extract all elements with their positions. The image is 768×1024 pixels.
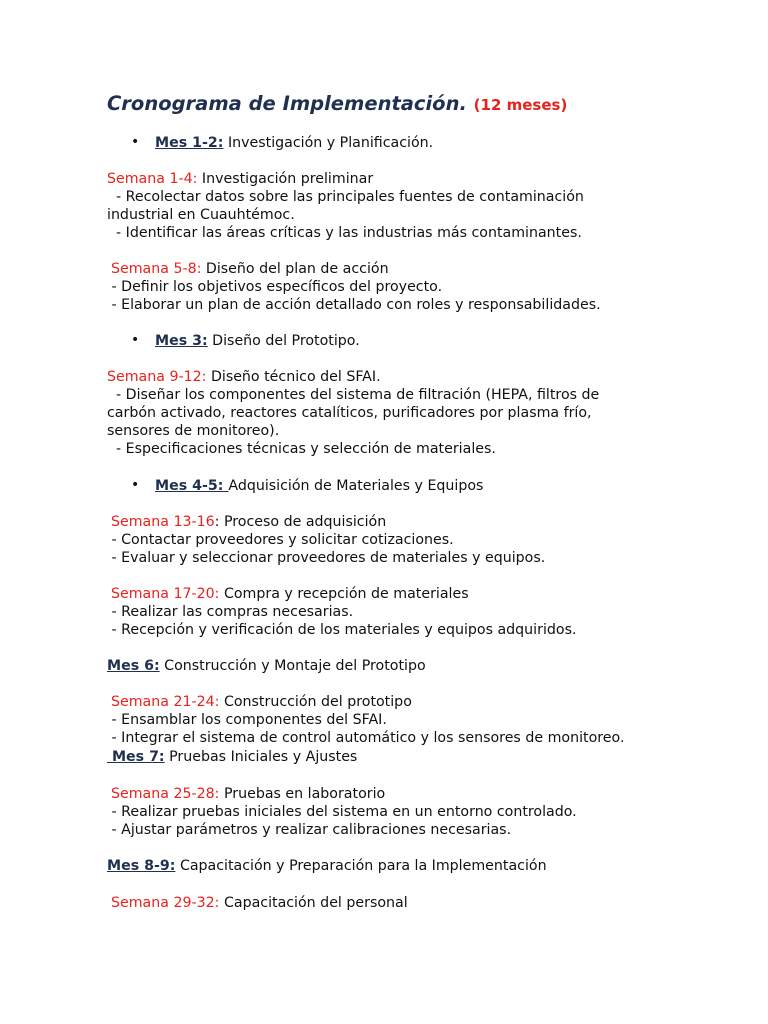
month-heading-7 xyxy=(107,748,357,766)
week-label: Semana 29-32: xyxy=(111,895,220,911)
title-duration: (12 meses) xyxy=(473,96,568,114)
task-line: - Ajustar parámetros y realizar calibraciones necesarias. xyxy=(107,822,512,838)
week-text: Diseño del plan de acción xyxy=(201,261,389,277)
task-line: - Realizar las compras necesarias. xyxy=(107,604,354,620)
week-heading-5-8 xyxy=(111,260,389,278)
week-heading-17-20 xyxy=(111,585,469,603)
month-text: Adquisición de Materiales y Equipos xyxy=(228,478,484,494)
week-text: Diseño técnico del SFAI. xyxy=(206,369,381,385)
month-text: Construcción y Montaje del Prototipo xyxy=(159,658,426,674)
week-text: Pruebas en laboratorio xyxy=(219,786,386,802)
month-label: Mes 8-9: xyxy=(107,858,176,874)
document-title xyxy=(107,92,567,117)
bullet-icon: • xyxy=(131,477,140,493)
task-line: - Contactar proveedores y solicitar cotizaciones. xyxy=(107,532,454,548)
task-line: - Ensamblar los componentes del SFAI. xyxy=(107,712,387,728)
month-label: Mes 1-2: xyxy=(155,135,224,151)
week-heading-9-12 xyxy=(107,368,381,386)
task-line: sensores de monitoreo). xyxy=(107,423,280,439)
task-line: carbón activado, reactores catalíticos, purificadores por plasma frío, xyxy=(107,405,592,421)
task-line: - Diseñar los componentes del sistema de filtración (HEPA, filtros de xyxy=(107,387,600,403)
task-line: - Especificaciones técnicas y selección de materiales. xyxy=(107,441,496,457)
week-label: Semana 9-12: xyxy=(107,369,207,385)
month-text: Diseño del Prototipo. xyxy=(207,333,360,349)
week-heading-29-32 xyxy=(111,894,408,912)
task-line: industrial en Cuauhtémoc. xyxy=(107,207,295,223)
week-text: Investigación preliminar xyxy=(197,171,374,187)
task-line: - Identificar las áreas críticas y las industrias más contaminantes. xyxy=(107,225,582,241)
week-label: Semana 25-28: xyxy=(111,786,220,802)
week-heading-13-16 xyxy=(111,513,386,531)
week-heading-25-28 xyxy=(111,785,385,803)
task-line: - Integrar el sistema de control automático y los sensores de monitoreo. xyxy=(107,730,625,746)
week-text: Compra y recepción de materiales xyxy=(219,586,469,602)
week-label: Semana 13-16 xyxy=(111,514,215,530)
week-heading-1-4 xyxy=(107,170,373,188)
month-label: Mes 3: xyxy=(155,333,208,349)
month-heading-6 xyxy=(107,657,426,675)
week-text: Capacitación del personal xyxy=(219,895,408,911)
month-heading-4-5 xyxy=(155,477,483,495)
bullet-icon: • xyxy=(131,134,140,150)
week-label: Semana 1-4: xyxy=(107,171,198,187)
month-label: Mes 4-5: xyxy=(155,478,229,494)
title-main: Cronograma de Implementación. xyxy=(107,92,467,115)
month-label: Mes 7: xyxy=(107,749,165,765)
task-line: - Evaluar y seleccionar proveedores de materiales y equipos. xyxy=(107,550,546,566)
month-text: Pruebas Iniciales y Ajustes xyxy=(164,749,358,765)
month-heading-3 xyxy=(155,332,360,350)
bullet-icon: • xyxy=(131,332,140,348)
month-text: Investigación y Planificación. xyxy=(223,135,434,151)
month-heading-8-9 xyxy=(107,857,547,875)
task-line: - Realizar pruebas iniciales del sistema en un entorno controlado. xyxy=(107,804,577,820)
task-line: - Recolectar datos sobre las principales fuentes de contaminación xyxy=(107,189,584,205)
week-label: Semana 21-24: xyxy=(111,694,220,710)
task-line: - Recepción y verificación de los materiales y equipos adquiridos. xyxy=(107,622,577,638)
task-line: - Definir los objetivos específicos del proyecto. xyxy=(107,279,443,295)
month-label: Mes 6: xyxy=(107,658,160,674)
task-line: - Elaborar un plan de acción detallado con roles y responsabilidades. xyxy=(107,297,601,313)
month-text: Capacitación y Preparación para la Implementación xyxy=(175,858,547,874)
week-text: Construcción del prototipo xyxy=(219,694,412,710)
week-heading-21-24 xyxy=(111,693,412,711)
week-text: : Proceso de adquisición xyxy=(214,514,387,530)
week-label: Semana 5-8: xyxy=(111,261,202,277)
month-heading-1-2 xyxy=(155,134,433,152)
week-label: Semana 17-20: xyxy=(111,586,220,602)
